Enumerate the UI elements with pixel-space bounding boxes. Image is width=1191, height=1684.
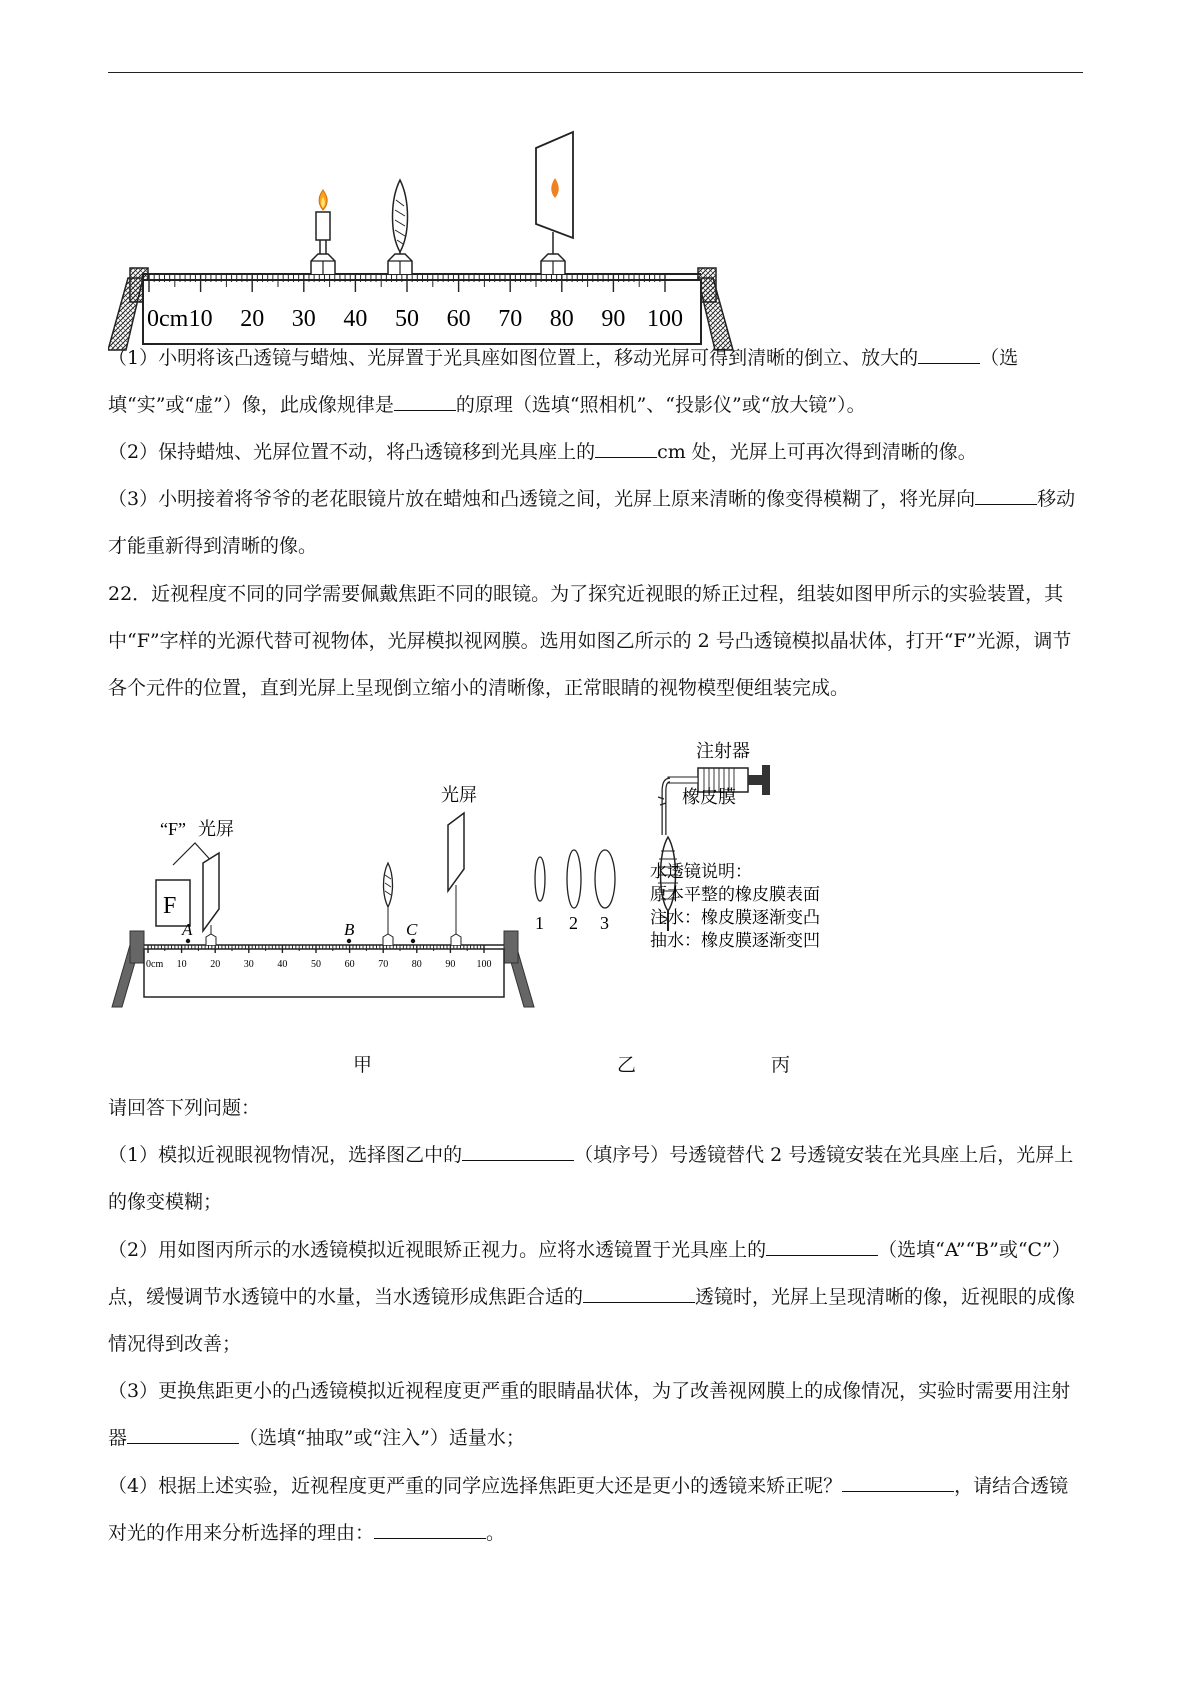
q21-sub3-text-b: 移动才能重新得到清晰的像。 <box>108 488 1076 557</box>
jia-ruler-tick-label: 60 <box>344 959 355 970</box>
q22-sub3-text-a: （3）更换焦距更小的凸透镜模拟近视程度更严重的眼睛晶状体，为了改善视网膜上的成像情况，实验时需要用注射器 <box>108 1380 1071 1449</box>
q22-sub1-text-b: （填序号）号透镜替代 2 号透镜安装在光具座上后，光屏上的像变模糊； <box>108 1144 1074 1213</box>
jia-ruler-tick-label: 20 <box>210 959 221 970</box>
header-rule <box>108 72 1083 73</box>
figure-yi <box>535 850 615 933</box>
q22-prompt: 请回答下列问题： <box>108 1097 261 1119</box>
q21-sub2-text-a: （2）保持蜡烛、光屏位置不动，将凸透镜移到光具座上的 <box>108 441 596 463</box>
lens-3 <box>595 850 615 908</box>
jia-ruler-tick-label: 0cm <box>146 959 164 970</box>
myopia-experiment-figure <box>108 735 928 1035</box>
water-lens-note-line3: 抽水：橡皮膜逐渐变凹 <box>650 931 820 950</box>
answer-blank[interactable] <box>766 1237 878 1256</box>
q22-sub4 <box>108 1463 1083 1557</box>
answer-blank[interactable] <box>127 1425 239 1444</box>
ruler-tick-label: 50 <box>395 306 419 332</box>
q22-sub3 <box>108 1368 1083 1462</box>
lens-2-number: 2 <box>569 913 578 933</box>
answer-blank[interactable] <box>595 439 657 458</box>
jia-rail <box>144 949 504 997</box>
screen1-label: 光屏 <box>198 819 234 839</box>
f-source-label: “F” <box>160 819 186 839</box>
ruler-tick-label: 30 <box>291 306 316 332</box>
q21-sub3 <box>108 476 1083 570</box>
caption-bing: 丙 <box>771 1054 791 1076</box>
point-a <box>186 939 190 943</box>
water-lens-note-line1: 原本平整的橡皮膜表面 <box>650 885 820 904</box>
ruler-tick-label: 100 <box>647 306 683 332</box>
q22-sub2-text-b: （选填“A”“B”或“C”）点，缓慢调节水透镜中的水量，当水透镜形成焦距合适的 <box>108 1239 1071 1308</box>
jia-ruler-tick-label: 90 <box>445 959 456 970</box>
point-a-label: A <box>182 920 193 939</box>
figure-bing <box>650 741 820 950</box>
q21-sub2-text-b: cm 处，光屏上可再次得到清晰的像。 <box>657 441 977 463</box>
light-screen <box>536 132 573 274</box>
q22-intro: 22．近视程度不同的同学需要佩戴焦距不同的眼镜。为了探究近视眼的矫正过程，组装如图甲所示的实验装置，其中“F”字样的光源代替可视物体，光屏模拟视网膜。选用如图乙所示的 2 号凸透镜模拟晶状体，打开“F”光源，调节各个元件的位置，直到光屏上呈现倒立缩小的清晰像，正常眼睛的视物模型便组装完成。 <box>108 583 1072 699</box>
water-lens-note-title: 水透镜说明： <box>650 862 752 881</box>
lens-2 <box>567 850 581 908</box>
q21-sub1-text-a: （1）小明将该凸透镜与蜡烛、光屏置于光具座如图位置上，移动光屏可得到清晰的倒立、放大的 <box>108 347 919 369</box>
caption-yi: 乙 <box>617 1054 637 1076</box>
q21-sub1 <box>108 335 1083 429</box>
screen1 <box>203 853 219 945</box>
screen2 <box>448 813 464 945</box>
candle <box>311 190 335 274</box>
jia-ruler-tick-label: 10 <box>176 959 187 970</box>
q22-sub1-text-a: （1）模拟近视眼视物情况，选择图乙中的 <box>108 1144 463 1166</box>
q21-sub2 <box>108 429 1083 476</box>
ruler-tick-label: 10 <box>188 306 213 332</box>
point-c <box>411 939 415 943</box>
figure-jia <box>112 785 534 1007</box>
q22-sub2-text-c: 透镜时，光屏上呈现清晰的像，近视眼的成像情况得到改善； <box>108 1286 1076 1355</box>
point-b <box>347 939 351 943</box>
answer-blank[interactable] <box>842 1473 954 1492</box>
membrane-label: 橡皮膜 <box>682 787 736 807</box>
jia-ruler-tick-label: 100 <box>476 959 492 970</box>
answer-blank[interactable] <box>462 1142 574 1161</box>
point-b-label: B <box>344 920 355 939</box>
jia-ruler-tick-label: 70 <box>378 959 389 970</box>
caption-jia: 甲 <box>353 1054 373 1076</box>
jia-convex-lens <box>383 863 393 945</box>
q22-sub1 <box>108 1132 1083 1226</box>
q21-sub1-text-b: （选填“实”或“虚”）像，此成像规律是 <box>108 347 1019 416</box>
lens-3-number: 3 <box>600 913 609 933</box>
q22-sub4-text-b: ，请结合透镜对光的作用来分析选择的理由： <box>108 1475 1069 1544</box>
convex-lens <box>388 180 412 274</box>
ruler-tick-label: 90 <box>601 306 626 332</box>
answer-blank[interactable] <box>374 1520 486 1539</box>
q22-sub2-text-a: （2）用如图丙所示的水透镜模拟近视眼矫正视力。应将水透镜置于光具座上的 <box>108 1239 767 1261</box>
q22-sub3-text-b: （选填“抽取”或“注入”）适量水； <box>239 1427 525 1449</box>
lens-1 <box>535 857 545 901</box>
q22-sub2 <box>108 1227 1083 1368</box>
optical-bench-figure <box>108 128 788 358</box>
ruler-tick-label: 60 <box>446 306 471 332</box>
jia-ruler-tick-label: 50 <box>311 959 321 970</box>
ruler-tick-label: 70 <box>498 306 523 332</box>
q21-sub1-text-c: 的原理（选填“照相机”、“投影仪”或“放大镜”）。 <box>455 394 866 416</box>
syringe-label: 注射器 <box>696 741 750 761</box>
answer-blank[interactable] <box>583 1284 695 1303</box>
answer-blank[interactable] <box>918 345 980 364</box>
q21-sub3-text-a: （3）小明接着将爷爷的老花眼镜片放在蜡烛和凸透镜之间，光屏上原来清晰的像变得模糊了，将光屏向 <box>108 488 976 510</box>
q22-sub4-text-a: （4）根据上述实验，近视程度更严重的同学应选择焦距更大还是更小的透镜来矫正呢？ <box>108 1475 843 1497</box>
ruler-tick-label: 0cm <box>147 306 189 332</box>
answer-blank[interactable] <box>975 486 1037 505</box>
q22-sub4-text-c: 。 <box>486 1522 506 1544</box>
ruler-tick-label: 20 <box>240 306 265 332</box>
jia-ruler-tick-label: 80 <box>411 959 422 970</box>
lens-1-number: 1 <box>535 913 544 933</box>
answer-blank[interactable] <box>394 392 456 411</box>
jia-ruler-tick-label: 30 <box>243 959 254 970</box>
jia-ruler-tick-label: 40 <box>277 959 288 970</box>
screen2-label: 光屏 <box>441 785 477 805</box>
svg-text:F: F <box>163 893 177 919</box>
ruler-tick-label: 40 <box>343 306 368 332</box>
water-lens-note-line2: 注水：橡皮膜逐渐变凸 <box>650 908 820 927</box>
point-c-label: C <box>406 920 418 939</box>
ruler-tick-label: 80 <box>549 306 574 332</box>
